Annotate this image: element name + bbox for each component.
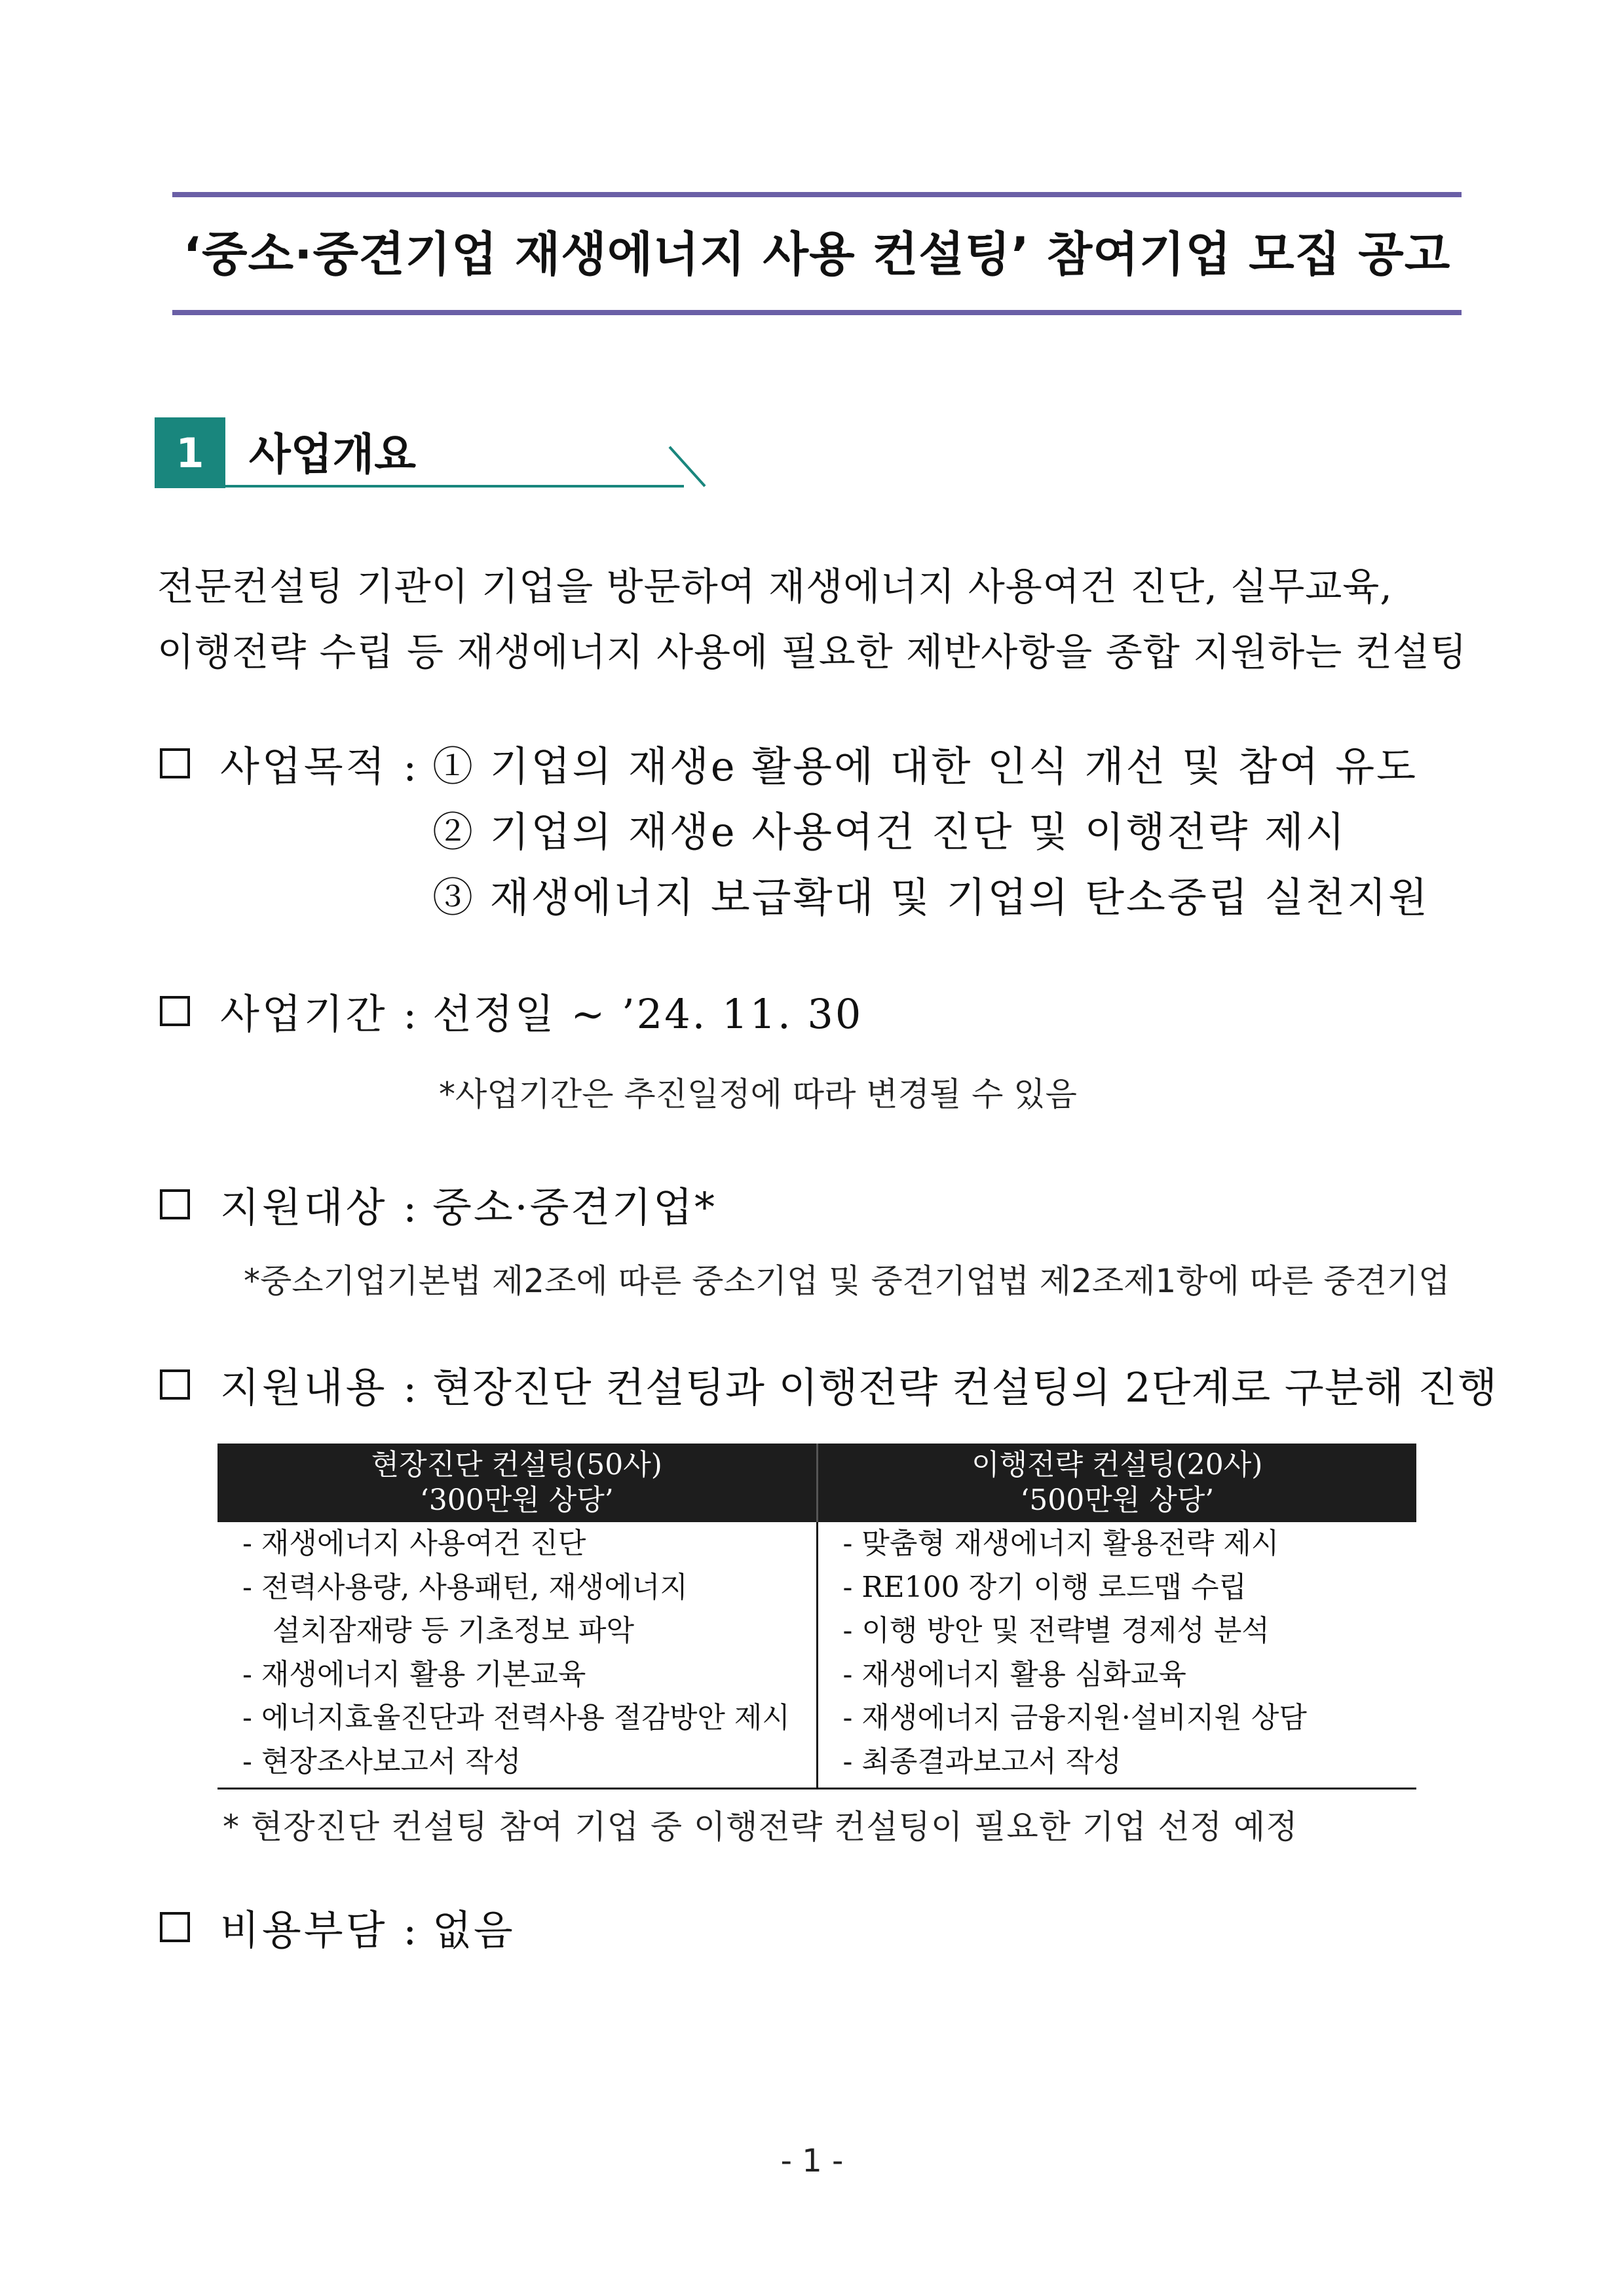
- purpose-label: 사업목적 :: [220, 742, 420, 790]
- content-checkbox-icon: [160, 1369, 190, 1400]
- list-item: - 재생에너지 활용 기본교육: [242, 1657, 586, 1691]
- table-row: [217, 1522, 1416, 1789]
- list-item: - 재생에너지 활용 심화교육: [842, 1657, 1186, 1691]
- title-top-rule: [172, 192, 1462, 197]
- table-cell: [817, 1522, 1416, 1789]
- list-item: - 현장조사보고서 작성: [242, 1744, 521, 1778]
- list-item: 설치잠재량 등 기초정보 파악: [273, 1614, 635, 1647]
- table-header-cell: [217, 1444, 817, 1522]
- content-note: * 현장진단 컨설팅 참여 기업 중 이행전략 컨설팅이 필요한 기업 선정 예정: [223, 1808, 1298, 1846]
- purpose-item: ① 기업의 재생e 활용에 대한 인식 개선 및 참여 유도: [432, 742, 1418, 790]
- cost-checkbox-icon: [160, 1912, 190, 1942]
- period-note: *사업기간은 추진일정에 따라 변경될 수 있음: [439, 1075, 1077, 1113]
- header-line: 이행전략 컨설팅(20사): [972, 1448, 1263, 1482]
- list-item: - 재생에너지 사용여건 진단: [242, 1527, 586, 1560]
- target-checkbox-icon: [160, 1189, 190, 1219]
- purpose-item: ② 기업의 재생e 사용여건 진단 및 이행전략 제시: [432, 808, 1347, 856]
- table-header-row: [217, 1444, 1416, 1522]
- section-title: 사업개요: [249, 429, 417, 480]
- list-item: - 전력사용량, 사용패턴, 재생에너지: [242, 1570, 688, 1604]
- purpose-item: ③ 재생에너지 보급확대 및 기업의 탄소중립 실천지원: [432, 873, 1429, 921]
- support-table: [217, 1444, 1416, 1789]
- target-label: 지원대상 :: [220, 1183, 420, 1231]
- period-value: 선정일 ~ ’24. 11. 30: [432, 990, 863, 1038]
- list-item: - 재생에너지 금융지원·설비지원 상담: [842, 1701, 1307, 1734]
- page-title: ‘중소·중견기업 재생에너지 사용 컨설팅’ 참여기업 모집 공고: [183, 227, 1451, 282]
- header-line: ‘300만원 상당’: [419, 1483, 614, 1517]
- list-item: - RE100 장기 이행 로드맵 수립: [842, 1570, 1247, 1604]
- content-value: 현장진단 컨설팅과 이행전략 컨설팅의 2단계로 구분해 진행: [432, 1364, 1498, 1411]
- table-cell: [217, 1522, 817, 1789]
- cost-label: 비용부담 :: [220, 1906, 420, 1954]
- header-line: 현장진단 컨설팅(50사): [371, 1448, 662, 1482]
- target-note: *중소기업기본법 제2조에 따른 중소기업 및 중견기업법 제2조제1항에 따른 중견기업: [244, 1262, 1450, 1300]
- section-underline-tail: [668, 446, 708, 489]
- purpose-checkbox-icon: [160, 748, 190, 778]
- content-label: 지원내용 :: [220, 1364, 420, 1411]
- title-bottom-rule: [172, 310, 1462, 315]
- intro-line-2: 이행전략 수립 등 재생에너지 사용에 필요한 제반사항을 종합 지원하는 컨설팅: [157, 630, 1467, 674]
- list-item: - 최종결과보고서 작성: [842, 1744, 1122, 1778]
- period-checkbox-icon: [160, 996, 190, 1026]
- page-number: - 1 -: [780, 2143, 844, 2179]
- intro-line-1: 전문컨설팅 기관이 기업을 방문하여 재생에너지 사용여건 진단, 실무교육,: [157, 564, 1393, 609]
- section-underline: [225, 485, 684, 488]
- target-value: 중소·중견기업*: [432, 1183, 717, 1231]
- list-item: - 에너지효율진단과 전력사용 절감방안 제시: [242, 1701, 790, 1734]
- section-number-badge: 1: [155, 417, 225, 488]
- cost-value: 없음: [432, 1906, 515, 1954]
- period-label: 사업기간 :: [220, 990, 420, 1038]
- list-item: - 이행 방안 및 전략별 경제성 분석: [842, 1614, 1270, 1647]
- list-item: - 맞춤형 재생에너지 활용전략 제시: [842, 1527, 1279, 1560]
- header-line: ‘500만원 상당’: [1020, 1483, 1215, 1517]
- table-header-cell: [817, 1444, 1416, 1522]
